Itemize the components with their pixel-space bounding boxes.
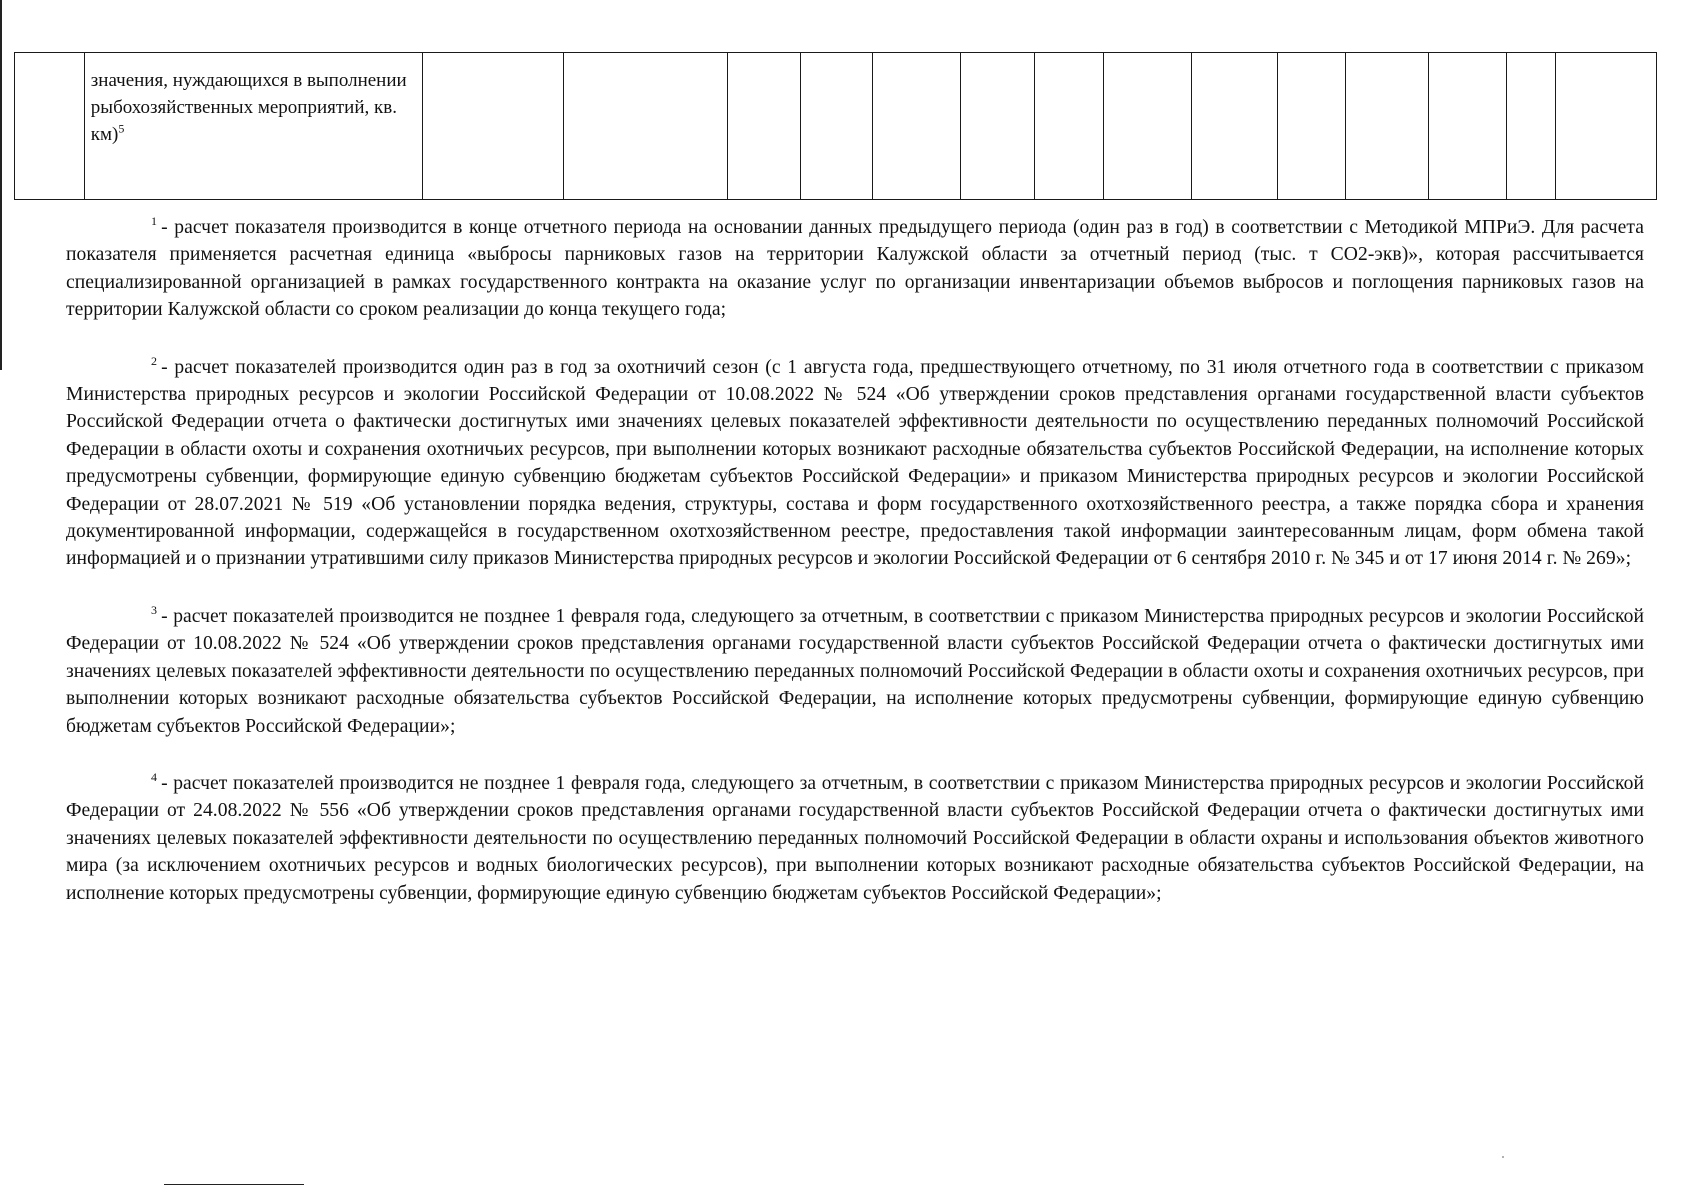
footnote-ref: 5 xyxy=(118,121,125,136)
indicator-text: значения, нуждающихся в выполнении рыбохозяйственных мероприятий, кв. км) xyxy=(90,70,407,145)
footnotes-section xyxy=(66,214,1644,937)
table-cell xyxy=(1346,53,1428,200)
table-cell xyxy=(564,53,728,200)
footnote-4 xyxy=(66,770,1644,907)
table-cell xyxy=(873,53,961,200)
footnote-separator-rule xyxy=(164,1184,304,1185)
footnote-marker: 4 xyxy=(151,770,158,785)
footnote-marker: 2 xyxy=(151,354,158,369)
footnote-1 xyxy=(66,214,1644,324)
table-cell xyxy=(1428,53,1506,200)
footnote-2 xyxy=(66,354,1644,573)
table-cell xyxy=(800,53,873,200)
footnote-text: - расчет показателей производится не позднее 1 февраля года, следующего за отчетным, в соответствии с приказом Министерства природных ресурсов и экологии Российской Федерации от 10.08.2022 № 524 «Об утверждении сроков представления органами государственной власти субъектов Российской Федерации отчета о фактически достигнутых ими значениях целевых показателей эффективности деятельности по осуществлению переданных полномочий Российской Федерации в области охоты и сохранения охотничьих ресурсов, при выполнении которых возникают расходные обязательства субъектов Российской Федерации, на исполнение которых предусмотрены субвенции, формирующие единую субвенцию бюджетам субъектов Российской Федерации»; xyxy=(66,605,1644,737)
table-cell-number xyxy=(15,53,85,200)
footnote-marker: 1 xyxy=(151,214,158,229)
table-cell xyxy=(1277,53,1346,200)
table-cell xyxy=(1555,53,1656,200)
table-cell xyxy=(1034,53,1103,200)
table-row xyxy=(15,53,1657,200)
footnote-3 xyxy=(66,603,1644,740)
footnote-text: - расчет показателей производится не позднее 1 февраля года, следующего за отчетным, в соответствии с приказом Министерства природных ресурсов и экологии Российской Федерации от 24.08.2022 № 556 «Об утверждении сроков представления органами государственной власти субъектов Российской Федерации отчета о фактически достигнутых ими значениях целевых показателей эффективности деятельности по осуществлению переданных полномочий Российской Федерации в области охраны и использования объектов животного мира (за исключением охотничьих ресурсов и водных биологических ресурсов), при выполнении которых возникают расходные обязательства субъектов Российской Федерации, на исполнение которых предусмотрены субвенции, формирующие единую субвенцию бюджетам субъектов Российской Федерации»; xyxy=(66,772,1644,904)
footnote-marker: 3 xyxy=(151,603,158,618)
table-cell xyxy=(727,53,800,200)
table-cell xyxy=(1103,53,1192,200)
scan-speck xyxy=(1502,1156,1504,1158)
table-cell xyxy=(1506,53,1555,200)
table-cell-indicator xyxy=(84,53,423,200)
indicators-table-fragment xyxy=(14,52,1657,200)
table-cell xyxy=(960,53,1034,200)
table-cell xyxy=(423,53,564,200)
footnote-text: - расчет показателя производится в конце отчетного периода на основании данных предыдущего периода (один раз в год) в соответствии с Методикой МПРиЭ. Для расчета показателя применяется расчетная единица «выбросы парниковых газов на территории Калужской области за отчетный период (тыс. т СО2-экв)», которая рассчитывается специализированной организацией в рамках государственного контракта на оказание услуг по организации инвентаризации объемов выбросов и поглощения парниковых газов на территории Калужской области со сроком реализации до конца текущего года; xyxy=(66,217,1644,321)
table-cell xyxy=(1192,53,1277,200)
footnote-text: - расчет показателей производится один раз в год за охотничий сезон (с 1 августа года, предшествующего отчетному, по 31 июля отчетного года в соответствии с приказом Министерства природных ресурсов и экологии Российской Федерации от 10.08.2022 № 524 «Об утверждении сроков представления органами государственной власти субъектов Российской Федерации отчета о фактически достигнутых ими значениях целевых показателей эффективности деятельности по осуществлению переданных полномочий Российской Федерации в области охоты и сохранения охотничьих ресурсов, при выполнении которых возникают расходные обязательства субъектов Российской Федерации, на исполнение которых предусмотрены субвенции, формирующие единую субвенцию бюджетам субъектов Российской Федерации» и приказом Министерства природных ресурсов и экологии Российской Федерации от 28.07.2021 № 519 «Об установлении порядка ведения, структуры, состава и форм государственного охотхозяйственного реестра, а также порядка сбора и хранения документированной информации, содержащейся в государственном охотхозяйственном реестре, предоставления такой информации заинтересованным лицам, форм обмена такой информацией и о признании утратившими силу приказов Министерства природных ресурсов и экологии Российской Федерации от 6 сентября 2010 г. № 345 и от 17 июня 2014 г. № 269»; xyxy=(66,356,1644,570)
page-left-edge xyxy=(0,0,2,370)
